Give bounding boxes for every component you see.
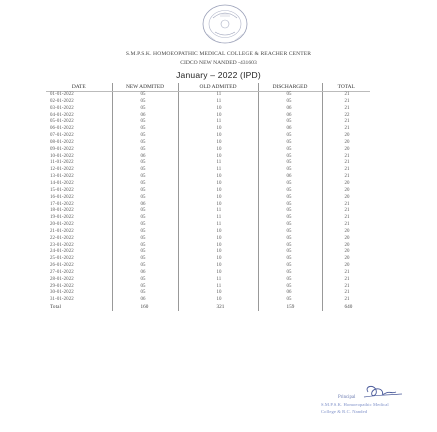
cell-new-admited: 05 bbox=[112, 208, 178, 215]
college-address: CIDCO NEW NANDED -431603 bbox=[180, 60, 257, 66]
cell-total: 22 bbox=[322, 113, 370, 120]
cell-discharged: 05 bbox=[258, 277, 322, 284]
cell-new-admited: 05 bbox=[112, 215, 178, 222]
cell-date: 04-01-2022 bbox=[50, 112, 74, 118]
cell-total: 21 bbox=[322, 174, 370, 181]
cell-discharged: 05 bbox=[258, 92, 322, 99]
cell-date: 28-01-2022 bbox=[50, 276, 74, 282]
total-total: 640 bbox=[322, 304, 370, 311]
cell-discharged: 05 bbox=[258, 263, 322, 270]
cell-new-admited: 05 bbox=[112, 263, 178, 270]
cell-total: 20 bbox=[322, 140, 370, 147]
cell-total: 21 bbox=[322, 99, 370, 106]
cell-new-admited: 05 bbox=[112, 222, 178, 229]
cell-new-admited: 05 bbox=[112, 195, 178, 202]
cell-new-admited: 05 bbox=[112, 277, 178, 284]
table-row bbox=[46, 174, 370, 181]
cell-discharged: 05 bbox=[258, 208, 322, 215]
table-row bbox=[46, 256, 370, 263]
cell-old-admited: 10 bbox=[178, 290, 258, 297]
cell-new-admited: 05 bbox=[112, 147, 178, 154]
cell-old-admited: 11 bbox=[178, 208, 258, 215]
cell-old-admited: 10 bbox=[178, 202, 258, 209]
cell-old-admited: 10 bbox=[178, 249, 258, 256]
cell-old-admited: 11 bbox=[178, 119, 258, 126]
table-row bbox=[46, 92, 370, 99]
cell-total: 20 bbox=[322, 147, 370, 154]
cell-discharged: 05 bbox=[258, 140, 322, 147]
cell-new-admited: 05 bbox=[112, 119, 178, 126]
cell-date: 11-01-2022 bbox=[50, 160, 74, 166]
cell-new-admited: 05 bbox=[112, 243, 178, 250]
table-row bbox=[46, 208, 370, 215]
cell-discharged: 06 bbox=[258, 174, 322, 181]
table-row bbox=[46, 229, 370, 236]
cell-total: 20 bbox=[322, 263, 370, 270]
cell-new-admited: 05 bbox=[112, 284, 178, 291]
cell-date: 13-01-2022 bbox=[50, 174, 74, 180]
column-header-date: DATE bbox=[46, 83, 112, 92]
cell-old-admited: 10 bbox=[178, 243, 258, 250]
cell-date: 15-01-2022 bbox=[50, 187, 74, 193]
table-row bbox=[46, 243, 370, 250]
total-discharged: 159 bbox=[258, 304, 322, 311]
cell-discharged: 06 bbox=[258, 113, 322, 120]
cell-date: 30-01-2022 bbox=[50, 290, 74, 296]
college-seal-icon bbox=[183, 2, 267, 46]
total-row bbox=[46, 304, 370, 311]
cell-date: 26-01-2022 bbox=[50, 263, 74, 269]
cell-old-admited: 10 bbox=[178, 263, 258, 270]
cell-discharged: 05 bbox=[258, 270, 322, 277]
report-title: January – 2022 (IPD) bbox=[176, 70, 261, 80]
cell-discharged: 05 bbox=[258, 243, 322, 250]
cell-total: 21 bbox=[322, 284, 370, 291]
cell-total: 21 bbox=[322, 160, 370, 167]
cell-new-admited: 06 bbox=[112, 154, 178, 161]
table-row bbox=[46, 215, 370, 222]
cell-old-admited: 11 bbox=[178, 277, 258, 284]
cell-total: 20 bbox=[322, 195, 370, 202]
cell-discharged: 05 bbox=[258, 188, 322, 195]
total-label: Total bbox=[50, 304, 62, 311]
stamp-line-1: S.M.P.S.K. Homoeopathic Medical bbox=[321, 402, 389, 407]
column-header-total: TOTAL bbox=[322, 83, 370, 92]
cell-new-admited: 05 bbox=[112, 92, 178, 99]
cell-total: 21 bbox=[322, 277, 370, 284]
cell-date: 09-01-2022 bbox=[50, 146, 74, 152]
table-row bbox=[46, 113, 370, 120]
cell-total: 21 bbox=[322, 222, 370, 229]
cell-discharged: 05 bbox=[258, 249, 322, 256]
table-row bbox=[46, 249, 370, 256]
cell-discharged: 05 bbox=[258, 147, 322, 154]
cell-discharged: 06 bbox=[258, 126, 322, 133]
table-row bbox=[46, 270, 370, 277]
cell-date: 07-01-2022 bbox=[50, 133, 74, 139]
cell-discharged: 05 bbox=[258, 181, 322, 188]
cell-total: 21 bbox=[322, 126, 370, 133]
cell-date: 16-01-2022 bbox=[50, 194, 74, 200]
cell-new-admited: 05 bbox=[112, 256, 178, 263]
cell-new-admited: 05 bbox=[112, 126, 178, 133]
cell-date: 22-01-2022 bbox=[50, 235, 74, 241]
cell-old-admited: 11 bbox=[178, 284, 258, 291]
cell-new-admited: 05 bbox=[112, 174, 178, 181]
signature-name: Principal bbox=[338, 395, 356, 400]
cell-discharged: 05 bbox=[258, 236, 322, 243]
cell-date: 29-01-2022 bbox=[50, 283, 74, 289]
cell-new-admited: 05 bbox=[112, 188, 178, 195]
table-row bbox=[46, 147, 370, 154]
table-row bbox=[46, 99, 370, 106]
table-row bbox=[46, 140, 370, 147]
ipd-table bbox=[46, 83, 370, 311]
total-new-admited: 160 bbox=[112, 304, 178, 311]
cell-discharged: 05 bbox=[258, 222, 322, 229]
cell-discharged: 05 bbox=[258, 202, 322, 209]
cell-date: 06-01-2022 bbox=[50, 126, 74, 132]
cell-total: 21 bbox=[322, 167, 370, 174]
table-row bbox=[46, 188, 370, 195]
cell-new-admited: 05 bbox=[112, 290, 178, 297]
cell-date: 10-01-2022 bbox=[50, 153, 74, 159]
cell-date: 20-01-2022 bbox=[50, 222, 74, 228]
cell-discharged: 05 bbox=[258, 215, 322, 222]
cell-total: 21 bbox=[322, 290, 370, 297]
cell-new-admited: 05 bbox=[112, 140, 178, 147]
cell-new-admited: 05 bbox=[112, 167, 178, 174]
cell-total: 20 bbox=[322, 229, 370, 236]
cell-date: 03-01-2022 bbox=[50, 105, 74, 111]
column-header-new-admited: NEW ADMITED bbox=[112, 83, 178, 92]
table-row bbox=[46, 119, 370, 126]
cell-new-admited: 06 bbox=[112, 113, 178, 120]
cell-discharged: 05 bbox=[258, 195, 322, 202]
cell-date: 31-01-2022 bbox=[50, 297, 74, 303]
cell-old-admited: 11 bbox=[178, 215, 258, 222]
cell-old-admited: 11 bbox=[178, 160, 258, 167]
cell-date: 08-01-2022 bbox=[50, 139, 74, 145]
table-row bbox=[46, 133, 370, 140]
cell-date: 25-01-2022 bbox=[50, 256, 74, 262]
table-row bbox=[46, 160, 370, 167]
cell-old-admited: 10 bbox=[178, 126, 258, 133]
cell-discharged: 05 bbox=[258, 160, 322, 167]
cell-old-admited: 11 bbox=[178, 222, 258, 229]
cell-old-admited: 10 bbox=[178, 181, 258, 188]
table-row bbox=[46, 263, 370, 270]
cell-old-admited: 10 bbox=[178, 236, 258, 243]
cell-total: 21 bbox=[322, 215, 370, 222]
cell-new-admited: 05 bbox=[112, 236, 178, 243]
cell-old-admited: 11 bbox=[178, 167, 258, 174]
cell-date: 02-01-2022 bbox=[50, 98, 74, 104]
cell-date: 18-01-2022 bbox=[50, 208, 74, 214]
stamp-line-2: College & R.C. Nanded bbox=[321, 409, 368, 414]
cell-total: 20 bbox=[322, 243, 370, 250]
table-header-row bbox=[46, 83, 370, 92]
cell-date: 01-01-2022 bbox=[50, 92, 74, 97]
cell-discharged: 05 bbox=[258, 256, 322, 263]
cell-old-admited: 10 bbox=[178, 133, 258, 140]
cell-date: 17-01-2022 bbox=[50, 201, 74, 207]
cell-total: 20 bbox=[322, 236, 370, 243]
cell-date: 19-01-2022 bbox=[50, 215, 74, 221]
college-name: S.M.P.S.K. HOMOEOPATHIC MEDICAL COLLEGE & REACHER CENTER bbox=[125, 51, 312, 57]
cell-date: 27-01-2022 bbox=[50, 269, 74, 275]
table-row bbox=[46, 154, 370, 161]
cell-new-admited: 06 bbox=[112, 297, 178, 304]
cell-old-admited: 11 bbox=[178, 92, 258, 99]
cell-discharged: 05 bbox=[258, 297, 322, 304]
cell-total: 21 bbox=[322, 106, 370, 113]
cell-total: 21 bbox=[322, 119, 370, 126]
cell-discharged: 05 bbox=[258, 167, 322, 174]
cell-discharged: 05 bbox=[258, 284, 322, 291]
table-row bbox=[46, 297, 370, 304]
cell-old-admited: 10 bbox=[178, 140, 258, 147]
table-row bbox=[46, 195, 370, 202]
cell-old-admited: 10 bbox=[178, 256, 258, 263]
cell-old-admited: 10 bbox=[178, 147, 258, 154]
cell-new-admited: 05 bbox=[112, 229, 178, 236]
total-old-admited: 321 bbox=[178, 304, 258, 311]
cell-new-admited: 05 bbox=[112, 160, 178, 167]
table-row bbox=[46, 222, 370, 229]
column-header-old-admited: OLD ADMITED bbox=[178, 83, 258, 92]
cell-total: 21 bbox=[322, 297, 370, 304]
table-row bbox=[46, 277, 370, 284]
cell-discharged: 05 bbox=[258, 133, 322, 140]
cell-total: 21 bbox=[322, 208, 370, 215]
cell-old-admited: 10 bbox=[178, 270, 258, 277]
cell-old-admited: 10 bbox=[178, 188, 258, 195]
cell-discharged: 05 bbox=[258, 119, 322, 126]
table-row bbox=[46, 284, 370, 291]
table-row bbox=[46, 202, 370, 209]
cell-new-admited: 05 bbox=[112, 249, 178, 256]
cell-date: 21-01-2022 bbox=[50, 228, 74, 234]
table-row bbox=[46, 106, 370, 113]
cell-old-admited: 10 bbox=[178, 113, 258, 120]
cell-total: 21 bbox=[322, 92, 370, 99]
cell-discharged: 05 bbox=[258, 99, 322, 106]
cell-date: 14-01-2022 bbox=[50, 180, 74, 186]
cell-total: 21 bbox=[322, 202, 370, 209]
cell-discharged: 05 bbox=[258, 154, 322, 161]
cell-date: 23-01-2022 bbox=[50, 242, 74, 248]
cell-new-admited: 05 bbox=[112, 106, 178, 113]
table-row bbox=[46, 167, 370, 174]
cell-old-admited: 10 bbox=[178, 229, 258, 236]
cell-new-admited: 05 bbox=[112, 133, 178, 140]
cell-total: 21 bbox=[322, 270, 370, 277]
cell-old-admited: 10 bbox=[178, 297, 258, 304]
table-row bbox=[46, 126, 370, 133]
cell-new-admited: 06 bbox=[112, 270, 178, 277]
cell-new-admited: 05 bbox=[112, 99, 178, 106]
cell-date: 12-01-2022 bbox=[50, 167, 74, 173]
column-header-discharged: DISCHARGED bbox=[258, 83, 322, 92]
cell-old-admited: 10 bbox=[178, 174, 258, 181]
cell-discharged: 06 bbox=[258, 106, 322, 113]
cell-total: 21 bbox=[322, 154, 370, 161]
cell-date: 24-01-2022 bbox=[50, 249, 74, 255]
cell-new-admited: 05 bbox=[112, 181, 178, 188]
cell-total: 20 bbox=[322, 188, 370, 195]
cell-total: 20 bbox=[322, 133, 370, 140]
cell-discharged: 05 bbox=[258, 229, 322, 236]
cell-date: 05-01-2022 bbox=[50, 119, 74, 125]
cell-old-admited: 11 bbox=[178, 99, 258, 106]
cell-total: 20 bbox=[322, 249, 370, 256]
table-row bbox=[46, 181, 370, 188]
cell-total: 20 bbox=[322, 256, 370, 263]
cell-discharged: 06 bbox=[258, 290, 322, 297]
table-row bbox=[46, 290, 370, 297]
cell-old-admited: 10 bbox=[178, 195, 258, 202]
cell-total: 20 bbox=[322, 181, 370, 188]
cell-old-admited: 10 bbox=[178, 106, 258, 113]
cell-old-admited: 10 bbox=[178, 154, 258, 161]
table-row bbox=[46, 236, 370, 243]
cell-new-admited: 06 bbox=[112, 202, 178, 209]
